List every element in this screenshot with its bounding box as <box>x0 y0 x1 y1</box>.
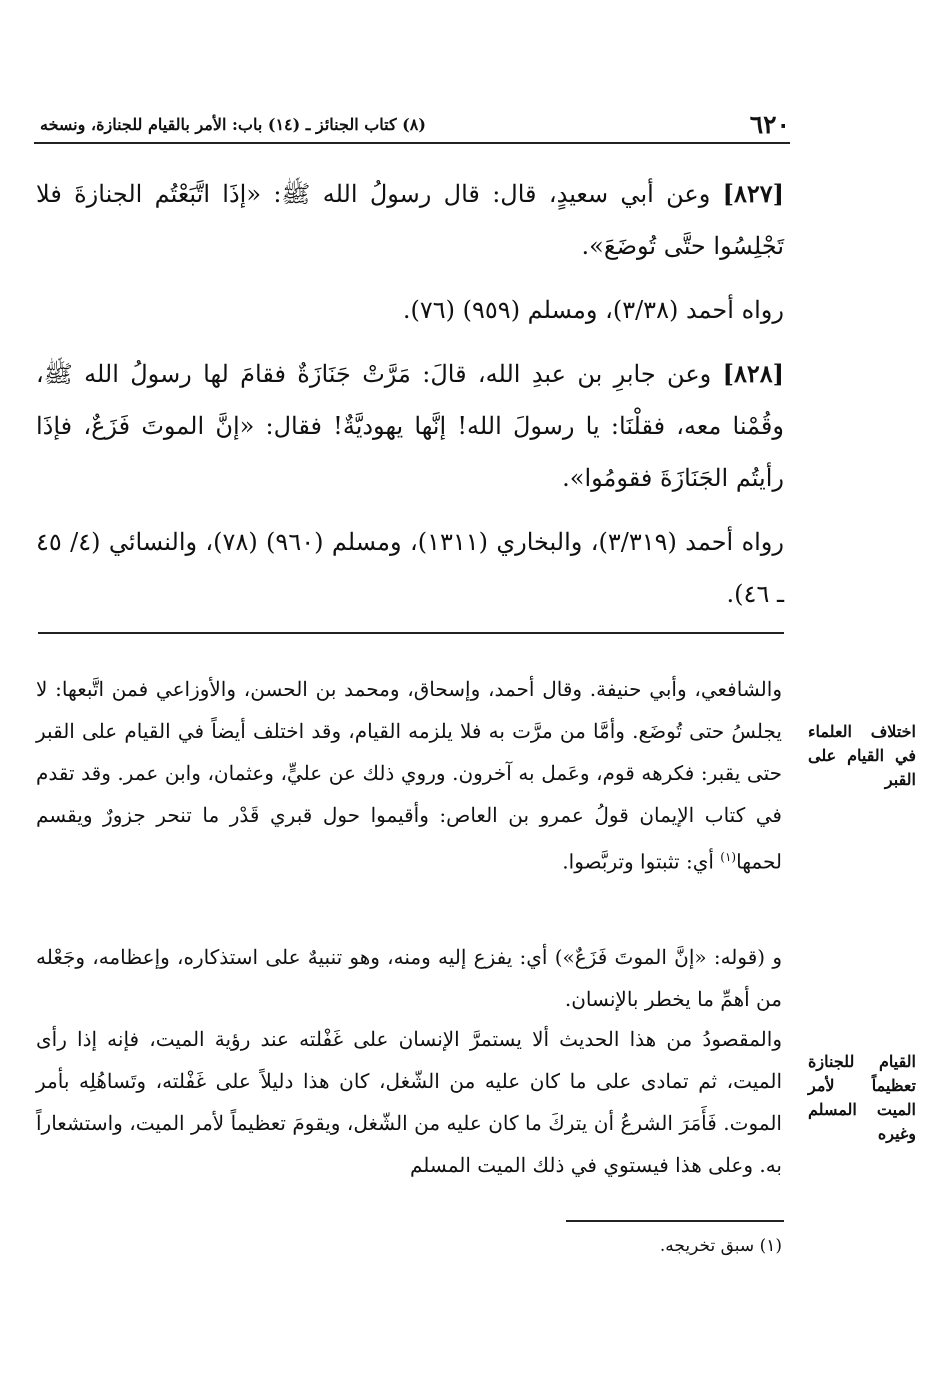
commentary-text: والمقصودُ من هذا الحديث ألا يستمرَّ الإنسان على غَفْلته عند رؤية الميت، فإنه إذا رأى الميت، ثم تمادى على ما كان عليه من الشّغل، كان هذا دليلاً على غَفْلته، وتَساهُلِه بأمر الموت. فَأَمَرَ الشرعُ أن يتركَ ما كان عليه من الشّغل، ويقومَ تعظيماً لأمر الميت، واستشعاراً به. وعلى هذا فيستوي في ذلك الميت المسلم <box>36 1027 782 1177</box>
commentary-paragraph-1 <box>36 668 782 883</box>
page-number: ٦٢٠ <box>749 110 790 139</box>
section-divider <box>38 632 784 634</box>
hadith-number: [٨٢٧] <box>722 179 785 208</box>
footnote: (١) سبق تخريجه. <box>659 1236 782 1256</box>
margin-note-standing-for-funeral: القيام للجنازة تعظيماً لأمر الميت المسلم وغيره <box>808 1052 916 1143</box>
footnote-marker: (١) <box>720 850 737 864</box>
hadith-source: رواه أحمد (٣/٣١٩)، والبخاري (١٣١١)، ومسلم (٩٦٠) (٧٨)، والنسائي (٤/ ٤٥ ـ ٤٦). <box>36 528 784 608</box>
hadith-828 <box>36 348 784 620</box>
hadith-source: رواه أحمد (٣/٣٨)، ومسلم (٩٥٩) (٧٦). <box>402 296 784 324</box>
hadith-827 <box>36 168 784 336</box>
commentary-paragraph-3 <box>36 1018 782 1186</box>
commentary-text: و (قوله: «إنَّ الموتَ فَزَعٌ») أي: يفزع إليه ومنه، وهو تنبيهٌ على استذكاره، وإعظامه، وجَعْله من أهمِّ ما يخطر بالإنسان. <box>36 945 782 1011</box>
commentary-text: والشافعي، وأبي حنيفة. وقال أحمد، وإسحاق، ومحمد بن الحسن، والأوزاعي فمن اتَّبعها: لا يجلسُ حتى تُوضَع. وأمَّا من مرَّت به فلا يلزمه القيام، وقد اختلف أيضاً في القيام على القبر حتى يقبر: فكرهه قوم، وعَمل به آخرون. وروي ذلك عن عليٍّ، وعثمان، وابن عمر. وقد تقدم في كتاب الإيمان قولُ عمرو بن العاص: وأقيموا حول قبري قَدْر ما تنحر جزورٌ ويقسم لحمها <box>36 677 783 874</box>
footnote-rule <box>566 1220 784 1222</box>
page-header <box>34 110 790 144</box>
hadith-text: وعن أبي سعيدٍ، قال: قال رسولُ الله ﷺ: «إذَا اتَّبَعْتُم الجنازةَ فلا تَجْلِسُوا حتَّى تُوضَعَ». <box>36 180 784 260</box>
header-rule <box>34 142 790 144</box>
hadith-text: وعن جابرِ بن عبدِ الله، قالَ: مَرَّتْ جَنَازَةٌ فقامَ لها رسولُ الله ﷺ، وقُمْنا معه، فقلْنَا: يا رسولَ الله! إنَّها يهوديَّةٌ! فقال: «إنَّ الموتَ فَزَعٌ، فإذَا رأيتُم الجَنَازَةَ فقومُوا». <box>36 360 784 492</box>
commentary-paragraph-2 <box>36 936 782 1020</box>
commentary-text-end: أي: تثبتوا وتربَّصوا. <box>562 849 721 874</box>
hadith-number: [٨٢٨] <box>722 359 784 388</box>
running-title: (٨) كتاب الجنائز ـ (١٤) باب: الأمر بالقيام للجنازة، ونسخه <box>40 115 426 134</box>
margin-note-scholars-disagreement: اختلاف العلماء في القيام على القبر <box>808 722 916 789</box>
